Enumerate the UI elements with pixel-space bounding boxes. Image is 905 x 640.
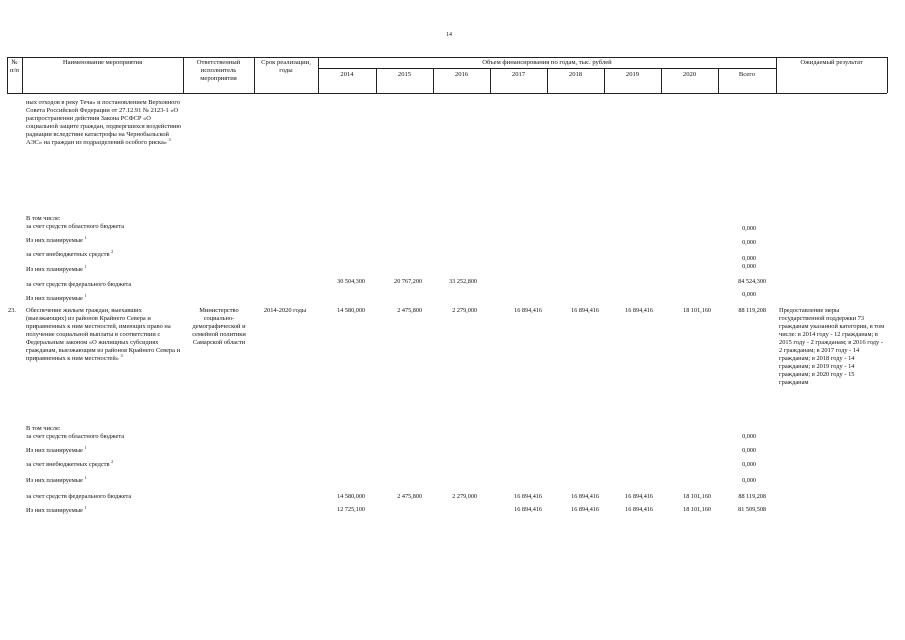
cell-value: 14 580,000: [337, 493, 365, 500]
row-label: [26, 493, 131, 501]
cell-value: 18 101,160: [683, 307, 711, 314]
item-result: Предоставление меры государственной поддержки 73 гражданам указанной категории, в том числе: в 2014 году - 12 гражданам; в 2015 году - 2 гражданам; в 2016 году - 2 гражданам; в 2017 году - 14 гражданам; в 2018 году - 14 гражданам; в 2019 году - 14 гражданам; в 2020 году - 15 гражданам: [779, 307, 885, 386]
cell-total: 84 524,300: [738, 278, 766, 285]
page-number: 14: [446, 32, 452, 38]
cell-total: 0,000: [742, 477, 756, 484]
cell-value: 2 475,800: [397, 493, 422, 500]
row-label: [26, 433, 124, 441]
cell-total: 88 119,208: [738, 307, 766, 314]
row-label: [26, 444, 87, 455]
cell-value: 16 894,416: [625, 493, 653, 500]
cell-total: 0,000: [742, 239, 756, 246]
row-label: [26, 281, 131, 289]
cell-value: 18 101,160: [683, 506, 711, 513]
header-executor: Ответственный исполнитель мероприятия: [196, 59, 241, 82]
cell-value: 14 580,000: [337, 307, 365, 314]
row-label-text: Из них планируемые: [26, 266, 83, 273]
cell-total: 0,000: [742, 433, 756, 440]
cell-value: 16 894,416: [625, 506, 653, 513]
footnote-ref: 1: [84, 444, 87, 450]
header-year: 2016: [454, 71, 469, 78]
header-name: Наименование мероприятия: [62, 59, 143, 66]
row-label-text: Из них планируемые: [26, 237, 83, 244]
row-label-text: Из них планируемые: [26, 477, 83, 484]
cell-value: 16 894,416: [571, 307, 599, 314]
header-year: 2017: [511, 71, 526, 78]
footnote-ref: 2: [111, 458, 114, 464]
cell-value: 2 279,000: [452, 493, 477, 500]
row-label-text: за счет средств федерального бюджета: [26, 281, 132, 288]
header-year: 2018: [568, 71, 583, 78]
footnote-ref: 3: [120, 352, 123, 358]
row-label-text: за счет внебюджетных средств: [26, 251, 110, 258]
row-label: [26, 234, 87, 245]
header-total: Всего: [738, 71, 756, 78]
cell-total: 0,000: [742, 447, 756, 454]
cell-value: 33 252,800: [449, 278, 477, 285]
header-num: №: [11, 59, 18, 66]
cell-total: 0,000: [742, 461, 756, 468]
row-label: [26, 223, 124, 231]
footnote-ref: 1: [84, 292, 87, 298]
cell-value: 20 767,200: [394, 278, 422, 285]
continuation-text-body: ных отходов в реку Теча» и постановлением Верховного Совета Российской Федерации от 27.12.91 № 2123-1 «О распространении действия Закона РСФСР «О социальной защите граждан, подвергшихся воздействию радиации вследствие катастрофы на Чернобыльской АЭС» на граждан из подразделений особого риска»: [26, 99, 182, 146]
footnote-ref: 1: [84, 504, 87, 510]
item-name: [26, 307, 182, 363]
cell-total: 0,000: [742, 255, 756, 262]
header-year: 2014: [340, 71, 354, 78]
item-number: 23.: [8, 307, 16, 314]
footnote-ref: 1: [84, 263, 87, 269]
continuation-text: [26, 99, 182, 147]
including-label: В том числе:: [26, 425, 61, 432]
cell-value: 18 101,160: [683, 493, 711, 500]
header-period: Срок реализации, годы: [261, 59, 311, 74]
cell-total: 0,000: [742, 263, 756, 270]
cell-value: 2 475,800: [397, 307, 422, 314]
row-label: [26, 263, 87, 274]
row-label-text: за счет средств областного бюджета: [26, 433, 125, 440]
row-label-text: Из них планируемые: [26, 447, 83, 454]
cell-value: 16 894,416: [571, 493, 599, 500]
footnote-ref: 2: [111, 248, 114, 254]
cell-value: 16 894,416: [514, 307, 542, 314]
cell-value: 16 894,416: [625, 307, 653, 314]
cell-value: 30 504,300: [337, 278, 365, 285]
cell-total: 0,000: [742, 225, 756, 232]
header-year: 2019: [625, 71, 640, 78]
row-label-text: Из них планируемые: [26, 507, 83, 514]
row-label: [26, 248, 114, 259]
item-executor: Министерство социально-демографической и семейной политики Самарской области: [192, 307, 246, 346]
row-label-text: за счет средств областного бюджета: [26, 223, 125, 230]
cell-value: 16 894,416: [571, 506, 599, 513]
row-label: [26, 292, 87, 303]
header-result: Ожидаемый результат: [800, 59, 863, 66]
footnote-ref: 1: [84, 474, 87, 480]
row-label-text: Из них планируемые: [26, 295, 83, 302]
header-num-2: п/п: [10, 67, 19, 74]
cell-value: 16 894,416: [514, 506, 542, 513]
cell-value: 12 725,100: [337, 506, 365, 513]
cell-value: 2 279,000: [452, 307, 477, 314]
cell-value: 16 894,416: [514, 493, 542, 500]
row-label: [26, 504, 87, 515]
header-funding: Объем финансирования по годам, тыс. рублей: [482, 59, 612, 66]
row-label-text: за счет средств федерального бюджета: [26, 493, 132, 500]
item-name-text: Обеспечение жильем граждан, выехавших (выезжающих) из районов Крайнего Севера и приравненных к ним местностей, имеющих право на получение социальной выплаты в соответствии с Федеральным законом «О жилищных субсидиях гражданам, выезжающим из районов Крайнего Севера и приравненных к ним местностей»: [26, 307, 180, 362]
header-year: 2020: [682, 71, 697, 78]
row-label: [26, 458, 114, 469]
cell-total: 81 509,508: [738, 506, 766, 513]
cell-total: 0,000: [742, 291, 756, 298]
header-year: 2015: [397, 71, 412, 78]
including-label: В том числе:: [26, 215, 61, 222]
footnote-ref: 3: [168, 136, 171, 142]
row-label: [26, 474, 87, 485]
footnote-ref: 1: [84, 234, 87, 240]
item-period: 2014-2020 годы: [263, 307, 307, 314]
row-label-text: за счет внебюджетных средств: [26, 461, 110, 468]
cell-total: 88 119,208: [738, 493, 766, 500]
